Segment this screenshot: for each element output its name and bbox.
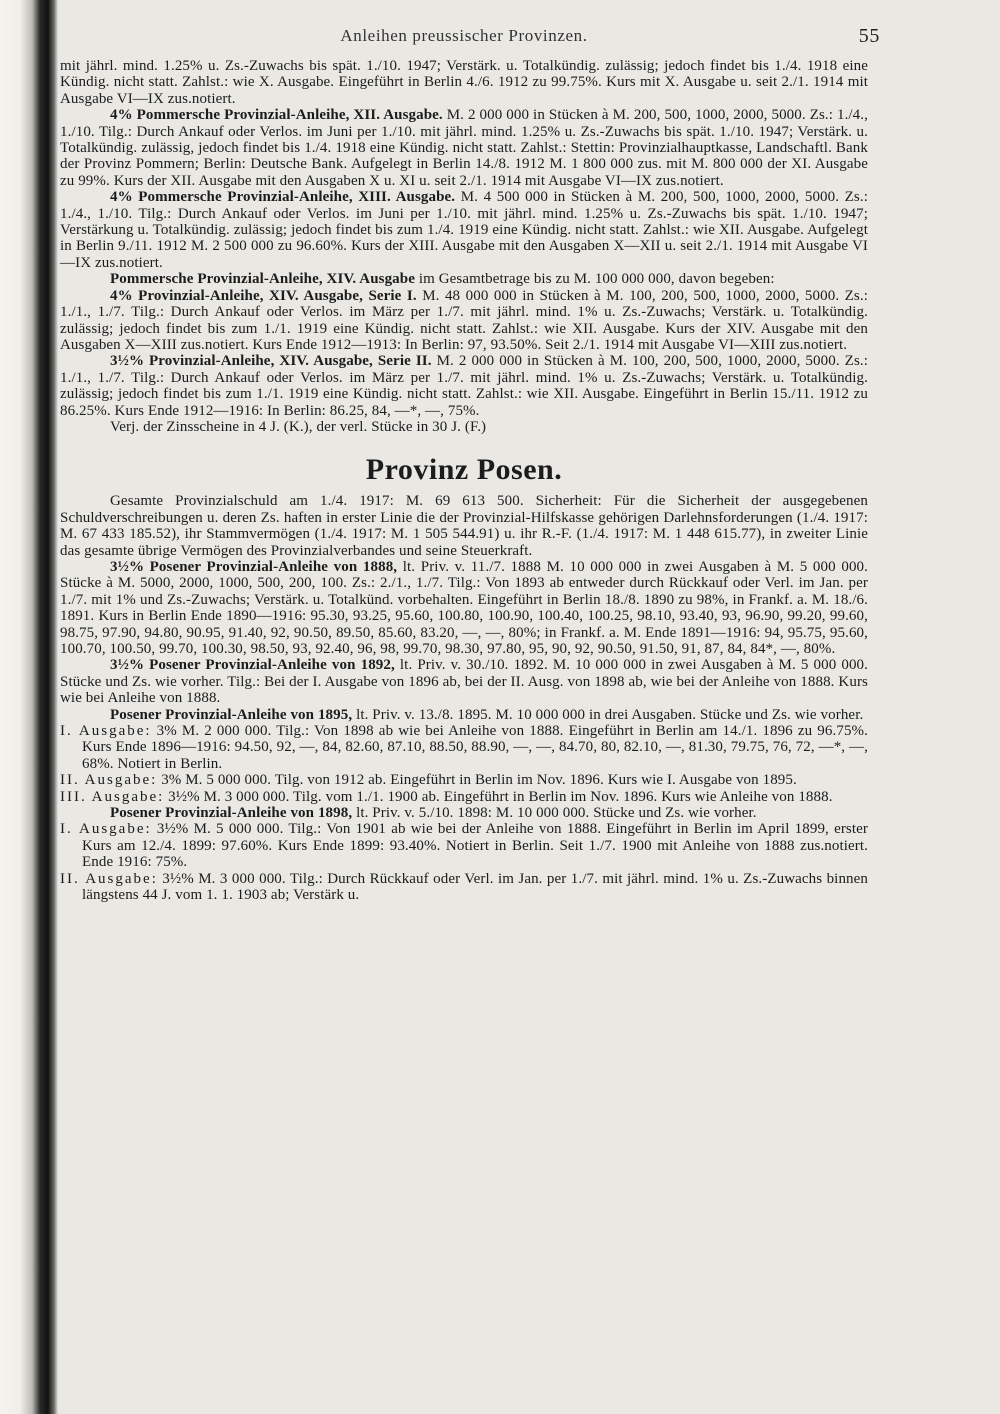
- item-text: 3½% M. 3 000 000. Tilg.: Durch Rückkauf oder Verl. im Jan. per 1./7. mit jährl. mind. 1% u. Zs.-Zuwachs binnen längstens 44 J. vom 1. 1. 1903 ab; Verstärk u.: [82, 870, 869, 904]
- entry-text: im Gesamtbetrage bis zu M. 100 000 000, davon begeben:: [418, 271, 775, 288]
- entry-title: 3½% Posener Provinzial-Anleihe von 1892,: [110, 657, 395, 674]
- item-text: 3½% M. 3 000 000. Tilg. vom 1./1. 1900 ab. Eingeführt in Berlin im Nov. 1896. Kurs wie Anleihe von 1888.: [168, 788, 833, 805]
- entry-pommern-xiii: [60, 189, 868, 271]
- entry-text: lt. Priv. v. 5./10. 1898: M. 10 000 000. Stücke und Zs. wie vorher.: [356, 805, 757, 822]
- entry-title: Posener Provinzial-Anleihe von 1898,: [110, 805, 353, 822]
- item-text: 3% M. 2 000 000. Tilg.: Von 1898 ab wie bei Anleihe von 1888. Eingeführt in Berlin am 14./1. 1896 zu 96.75%. Kurs Ende 1896—1916: 94.50, 92, —, 84, 82.60, 87.10, 88.50, 88.90, —, —, 84.70, 80, 82.10, —, 81.30, 79.75, 76, 72, —*, —, 68%. Notiert in Berlin.: [82, 723, 868, 772]
- entry-text: M. 2 000 000 in Stücken à M. 200, 500, 1000, 2000, 5000. Zs.: 1./4., 1./10. Tilg.: Durch Ankauf oder Verlos. im Juni per 1./10. mit jährl. mind. 1.25% u. Zs.-Zuwachs bis spät. 1./10. 1947; Verstärk. u. Totalkündig. zulässig, jedoch findet bis 1./4. 1918 eine Kündig. nicht statt. Zahlst.: Stettin: Provinzialhauptkasse, Landschaftl. Bank der Provinz Pommern; Berlin: Deutsche Bank. Aufgelegt in Berlin 14./8. 1912 M. 1 800 000 zus. mit M. 800 000 der XI. Ausgabe zu 99%. Kurs der XII. Ausgabe mit den Ausgaben X u. XI u. seit 2./1. 1914 mit Ausgabe VI—IX zus.notiert.: [60, 107, 868, 189]
- list-item: [60, 772, 868, 788]
- list-item: [60, 789, 868, 805]
- item-text: 3% M. 5 000 000. Tilg. von 1912 ab. Eingeführt in Berlin im Nov. 1896. Kurs wie I. Ausgabe von 1895.: [161, 772, 797, 789]
- document-page: [60, 25, 880, 904]
- entry-title: 4% Pommersche Provinzial-Anleihe, XIII. Ausgabe.: [110, 189, 456, 206]
- entry-posen-1888: [60, 559, 868, 657]
- entry-text: lt. Priv. v. 11./7. 1888 M. 10 000 000 in zwei Ausgaben à M. 5 000 000. Stücke à M. 5000, 2000, 1000, 500, 200, 100. Zs.: 2./1., 1./7. Tilg.: Von 1893 ab entweder durch Rückkauf oder Verl. im Jan. per 1./7. mit 1% und Zs.-Zuwachs; Verstärk. u. Totalkünd. vorbehalten. Eingeführt in Berlin 18./8. 1890 zu 98%, in Frankf. a. M. 18./6. 1891. Kurs in Berlin Ende 1890—1916: 95.30, 93.25, 95.60, 100.80, 100.90, 100.40, 100.25, 98.10, 93.40, 93, 96.90, 99.20, 99.60, 98.75, 97.90, 94.80, 90.95, 91.40, 92, 90.50, 89.50, 85.60, 83.20, —, —, 80%; in Frankf. a. M. Ende 1891—1916: 94, 95.75, 95.60, 100.70, 100.50, 99.70, 100.30, 98.50, 93, 92.40, 96, 98, 99.70, 98.30, 97.80, 95, 90, 92, 90.50, 91.50, 91, 87, 84, 84*, —, 80%.: [60, 558, 868, 657]
- entry-title: Pommersche Provinzial-Anleihe, XIV. Ausgabe: [110, 271, 415, 288]
- entry-title: 4% Pommersche Provinzial-Anleihe, XII. Ausgabe.: [110, 107, 443, 124]
- entry-posen-1898: [60, 805, 868, 821]
- item-label: II. Ausgabe:: [60, 772, 158, 789]
- entry-text: M. 48 000 000 in Stücken à M. 100, 200, 500, 1000, 2000, 5000. Zs.: 1./1., 1./7. Tilg.: Durch Ankauf oder Verlos. im März per 1./7. mit jährl. mind. 1% u. Zs.-Zuwachs; Verstärk. u. Totalkündig. zulässig; jedoch findet bis zum 1./1. 1919 eine Kündig. nicht statt. Zahlst.: wie XII. Ausgabe. Kurs der XIV. Ausgabe mit den Ausgaben X—XIII zus.notiert. Kurs Ende 1912—1913: In Berlin: 97, 93.50%. Seit 2./1. 1914 mit Ausgabe VI—XIII zus.notiert.: [60, 287, 868, 353]
- item-label: III. Ausgabe:: [60, 788, 165, 805]
- running-title: Anleihen preussischer Provinzen.: [340, 26, 588, 45]
- paragraph-xi-continuation: mit jährl. mind. 1.25% u. Zs.-Zuwachs bis spät. 1./10. 1947; Verstärk. u. Totalkündig. zulässig; jedoch findet bis 1./4. 1918 eine Kündig. nicht statt. Zahlst.: wie X. Ausgabe. Eingeführt in Berlin 4./6. 1912 zu 99.75%. Kurs mit X. Ausgabe u. seit 2./1. 1914 mit Ausgabe VI—IX zus.notiert.: [60, 58, 868, 107]
- entry-title: 3½% Posener Provinzial-Anleihe von 1888,: [110, 558, 398, 575]
- posen-intro: Gesamte Provinzialschuld am 1./4. 1917: M. 69 613 500. Sicherheit: Für die Sicherheit der ausgegebenen Schuldverschreibungen u. deren Zs. haften in erster Linie die der Provinzial-Hilfskasse gehörigen Darlehnsforderungen (1./4. 1917: M. 67 433 185.52), ihr Stammvermögen (1./4. 1917: M. 1 505 544.91) u. ihr R.-F. (1./4. 1917: M. 1 448 615.77), in zweiter Linie das gesamte übrige Vermögen des Provinzialverbandes und seine Steuerkraft.: [60, 493, 868, 559]
- entry-pommern-xiv: [60, 271, 868, 287]
- entry-xiv-serie-i: [60, 288, 868, 354]
- item-label: II. Ausgabe:: [60, 870, 158, 887]
- item-label: I. Ausgabe:: [60, 821, 152, 838]
- page-number: 55: [858, 25, 880, 47]
- section-heading-posen: Provinz Posen.: [365, 453, 563, 487]
- item-text: 3½% M. 5 000 000. Tilg.: Von 1901 ab wie bei der Anleihe von 1888. Eingeführt in Berlin im April 1899, erster Kurs am 12./4. 1899: 97.60%. Kurs Ende 1899: 93.40%. Notiert in Berlin. Seit 1./7. 1900 mit Anleihe von 1888 zus.notiert. Ende 1916: 75%.: [82, 821, 868, 871]
- entry-text: M. 4 500 000 in Stücken à M. 200, 500, 1000, 2000, 5000. Zs.: 1./4., 1./10. Tilg.: Durch Ankauf oder Verlos. im Juni per 1./10. mit jährl. mind. 1.25% u. Zs.-Zuwachs bis spät. 1./10. 1947; Verstärkung u. Totalkündig. zulässig; jedoch findet bis zum 1./4. 1919 eine Kündig. nicht statt. Zahlst.: wie XII. Ausgabe. Aufgelegt in Berlin 9./11. 1912 M. 2 500 000 zu 96.60%. Kurs der XIII. Ausgabe mit den Ausgaben X—XII u. seit 2./1. 1914 mit Ausgabe VI—IX zus.notiert.: [60, 189, 868, 271]
- item-label: I. Ausgabe:: [60, 723, 152, 740]
- list-item: [60, 821, 868, 870]
- entry-xiv-serie-ii: [60, 353, 868, 419]
- list-item: [60, 871, 868, 904]
- entry-text: M. 2 000 000 in Stücken à M. 100, 200, 500, 1000, 2000, 5000. Zs.: 1./1., 1./7. Tilg.: Durch Ankauf oder Verlos. im März per 1./7. mit jährl. mind. 1% u. Zs.-Zuwachs; Verstärk. u. Totalkündig. zulässig; jedoch findet bis zum 1./1. 1919 eine Kündig. nicht statt. Zahlst.: wie XII. Ausgabe. Eingeführt in Berlin 15./11. 1912 zu 86.25%. Kurs Ende 1912—1916: In Berlin: 86.25, 84, —*, —, 75%.: [60, 353, 868, 419]
- entry-title: 4% Provinzial-Anleihe, XIV. Ausgabe, Serie I.: [110, 287, 417, 304]
- entry-title: 3½% Provinzial-Anleihe, XIV. Ausgabe, Serie II.: [110, 353, 432, 370]
- verjaehrung-note: Verj. der Zinsscheine in 4 J. (K.), der verl. Stücke in 30 J. (F.): [110, 418, 487, 435]
- entry-posen-1895: [60, 707, 868, 723]
- entry-posen-1892: [60, 657, 868, 706]
- entry-text: lt. Priv. v. 13./8. 1895. M. 10 000 000 in drei Ausgaben. Stücke und Zs. wie vorher.: [356, 706, 864, 723]
- entry-text: lt. Priv. v. 30./10. 1892. M. 10 000 000 in zwei Ausgaben à M. 5 000 000. Stücke und Zs. wie vorher. Tilg.: Bei der I. Ausgabe von 1896 ab, bei der II. Ausg. von 1898 ab, wie bei der Anleihe von 1888. Kurs wie bei Anleihe von 1888.: [60, 657, 868, 707]
- entry-pommern-xii: [60, 107, 868, 189]
- list-item: [60, 723, 868, 772]
- book-gutter-shadow: [0, 0, 58, 1414]
- running-header: [60, 25, 880, 58]
- entry-title: Posener Provinzial-Anleihe von 1895,: [110, 706, 353, 723]
